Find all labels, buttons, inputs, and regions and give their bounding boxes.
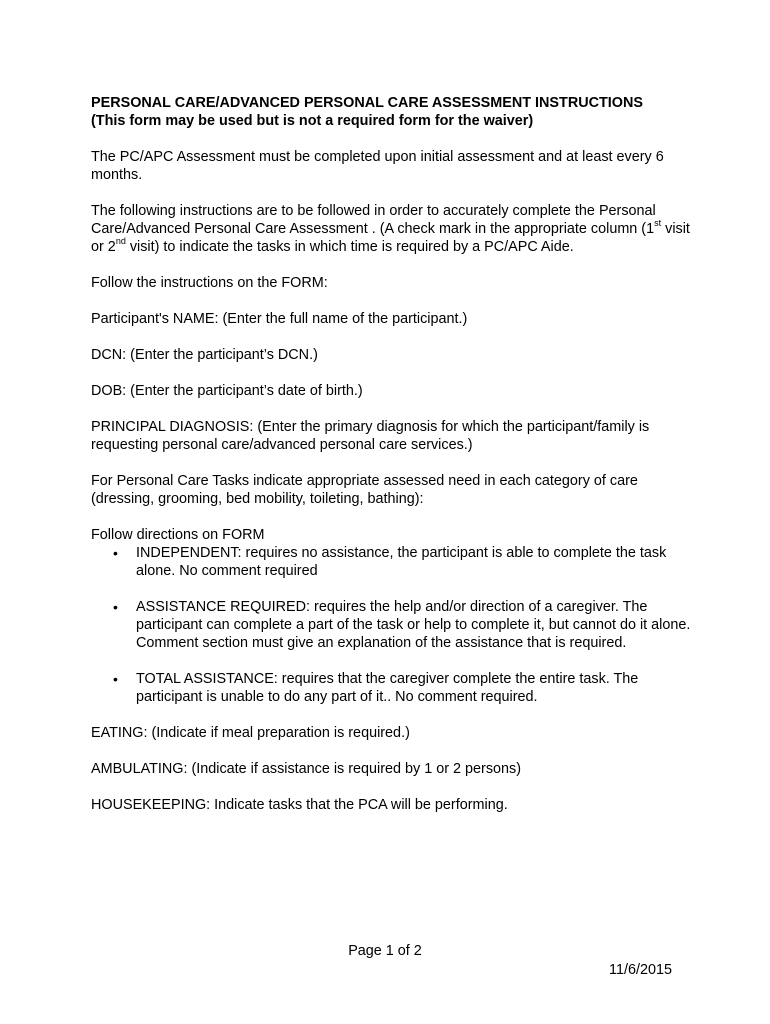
bullet-icon: •: [113, 545, 118, 561]
eating-instruction: EATING: (Indicate if meal preparation is required.): [91, 725, 410, 741]
document-subtitle: (This form may be used but is not a required form for the waiver): [91, 113, 534, 129]
superscript-st: st: [654, 218, 662, 229]
principal-diagnosis-instruction: PRINCIPAL DIAGNOSIS: (Enter the primary diagnosis for which the participant/family is requesting personal care/advanced personal care services.): [91, 419, 650, 453]
page-number: Page 1 of 2: [348, 943, 422, 959]
frequency-paragraph: The PC/APC Assessment must be completed upon initial assessment and at least every 6 months.: [91, 149, 664, 183]
personal-care-tasks-instruction: For Personal Care Tasks indicate appropriate assessed need in each category of care (dressing, grooming, bed mobility, toileting, bathing):: [91, 473, 638, 507]
document-title: PERSONAL CARE/ADVANCED PERSONAL CARE ASSESSMENT INSTRUCTIONS: [91, 95, 643, 111]
follow-form-line: Follow the instructions on the FORM:: [91, 275, 328, 291]
list-item-total-assistance: • TOTAL ASSISTANCE: requires that the caregiver complete the entire task. The participant is unable to do any part of it.. No comment required.: [113, 671, 639, 705]
bullet-icon: •: [113, 599, 118, 615]
list-item-assistance-required: • ASSISTANCE REQUIRED: requires the help and/or direction of a caregiver. The participant can complete a part of the task or help to complete it, but cannot do it alone. Comment section must give an explanation of the assistance that is required.: [113, 599, 691, 651]
follow-directions-line: Follow directions on FORM: [91, 527, 265, 543]
footer-date: 11/6/2015: [609, 962, 672, 978]
superscript-nd: nd: [115, 236, 126, 247]
bullet-icon: •: [113, 671, 118, 687]
ambulating-instruction: AMBULATING: (Indicate if assistance is required by 1 or 2 persons): [91, 761, 522, 777]
list-item-independent: • INDEPENDENT: requires no assistance, the participant is able to complete the task alone. No comment required: [113, 545, 667, 579]
assistance-levels-list: [91, 544, 691, 706]
document-body: [91, 94, 691, 814]
housekeeping-instruction: HOUSEKEEPING: Indicate tasks that the PCA will be performing.: [91, 797, 508, 813]
dob-instruction: DOB: (Enter the participant’s date of birth.): [91, 383, 363, 399]
instructions-paragraph: The following instructions are to be followed in order to accurately complete the Personal Care/Advanced Personal Care Assessment . (A check mark in the appropriate column (1st visit or 2nd visit) to indicate the tasks in which time is required by a PC/APC Aide.: [91, 203, 690, 255]
participant-name-instruction: Participant's NAME: (Enter the full name of the participant.): [91, 311, 468, 327]
dcn-instruction: DCN: (Enter the participant’s DCN.): [91, 347, 318, 363]
